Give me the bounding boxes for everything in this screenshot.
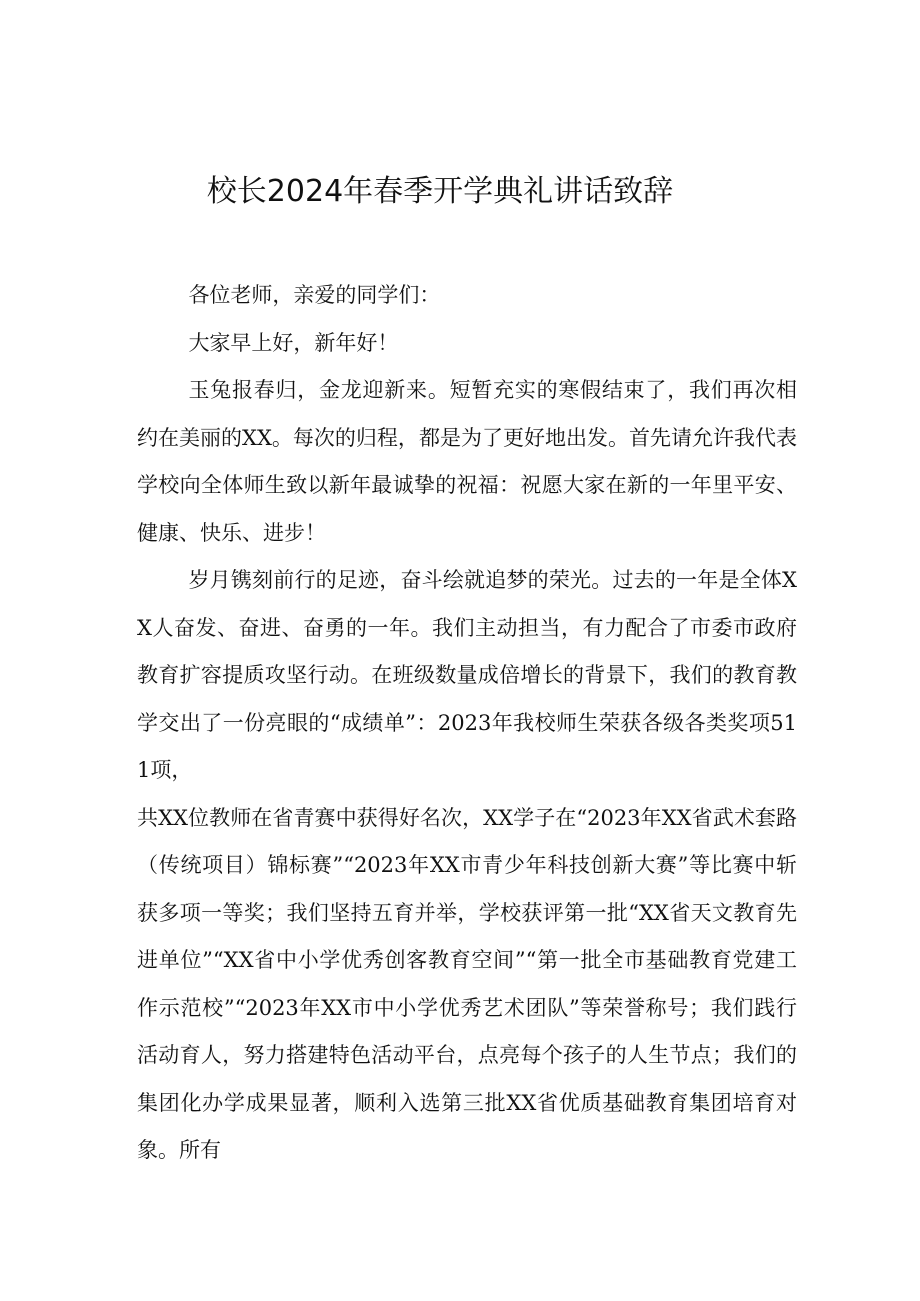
document-title: 校长2024年春季开学典礼讲话致辞 <box>206 174 674 209</box>
document-body <box>137 272 797 1175</box>
paragraph-new-year: 玉兔报春归，金龙迎新来。短暂充实的寒假结束了，我们再次相约在美丽的XX。每次的归程，都是为了更好地出发。首先请允许我代表学校向全体师生致以新年最诚挚的祝福：祝愿大家在新的一年里平安、健康、快乐、进步！ <box>137 378 797 545</box>
paragraph-achievements: 共XX位教师在省青赛中获得好名次，XX学子在“2023年XX省武术套路（传统项目）锦标赛”“2023年XX市青少年科技创新大赛”等比赛中斩获多项一等奖；我们坚持五育并举，学校获评第一批“XX省天文教育先进单位”“XX省中小学优秀创客教育空间”“第一批全市基础教育党建工作示范校”“2023年XX市中小学优秀艺术团队”等荣誉称号；我们践行活动育人，努力搭建特色活动平台，点亮每个孩子的人生节点；我们的集团化办学成果显著，顺利入选第三批XX省优质基础教育集团培育对象。所有 <box>137 805 797 1162</box>
paragraph-greeting: 大家早上好，新年好！ <box>188 330 399 355</box>
paragraph-past-year: 岁月镌刻前行的足迹，奋斗绘就追梦的荣光。过去的一年是全体XX人奋发、奋进、奋勇的一年。我们主动担当，有力配合了市委市政府教育扩容提质攻坚行动。在班级数量成倍增长的背景下，我们的教育教学交出了一份亮眼的“成绩单”：2023年我校师生荣获各级各类奖项511项， <box>137 568 797 782</box>
paragraph-salutation: 各位老师，亲爱的同学们： <box>188 283 441 307</box>
